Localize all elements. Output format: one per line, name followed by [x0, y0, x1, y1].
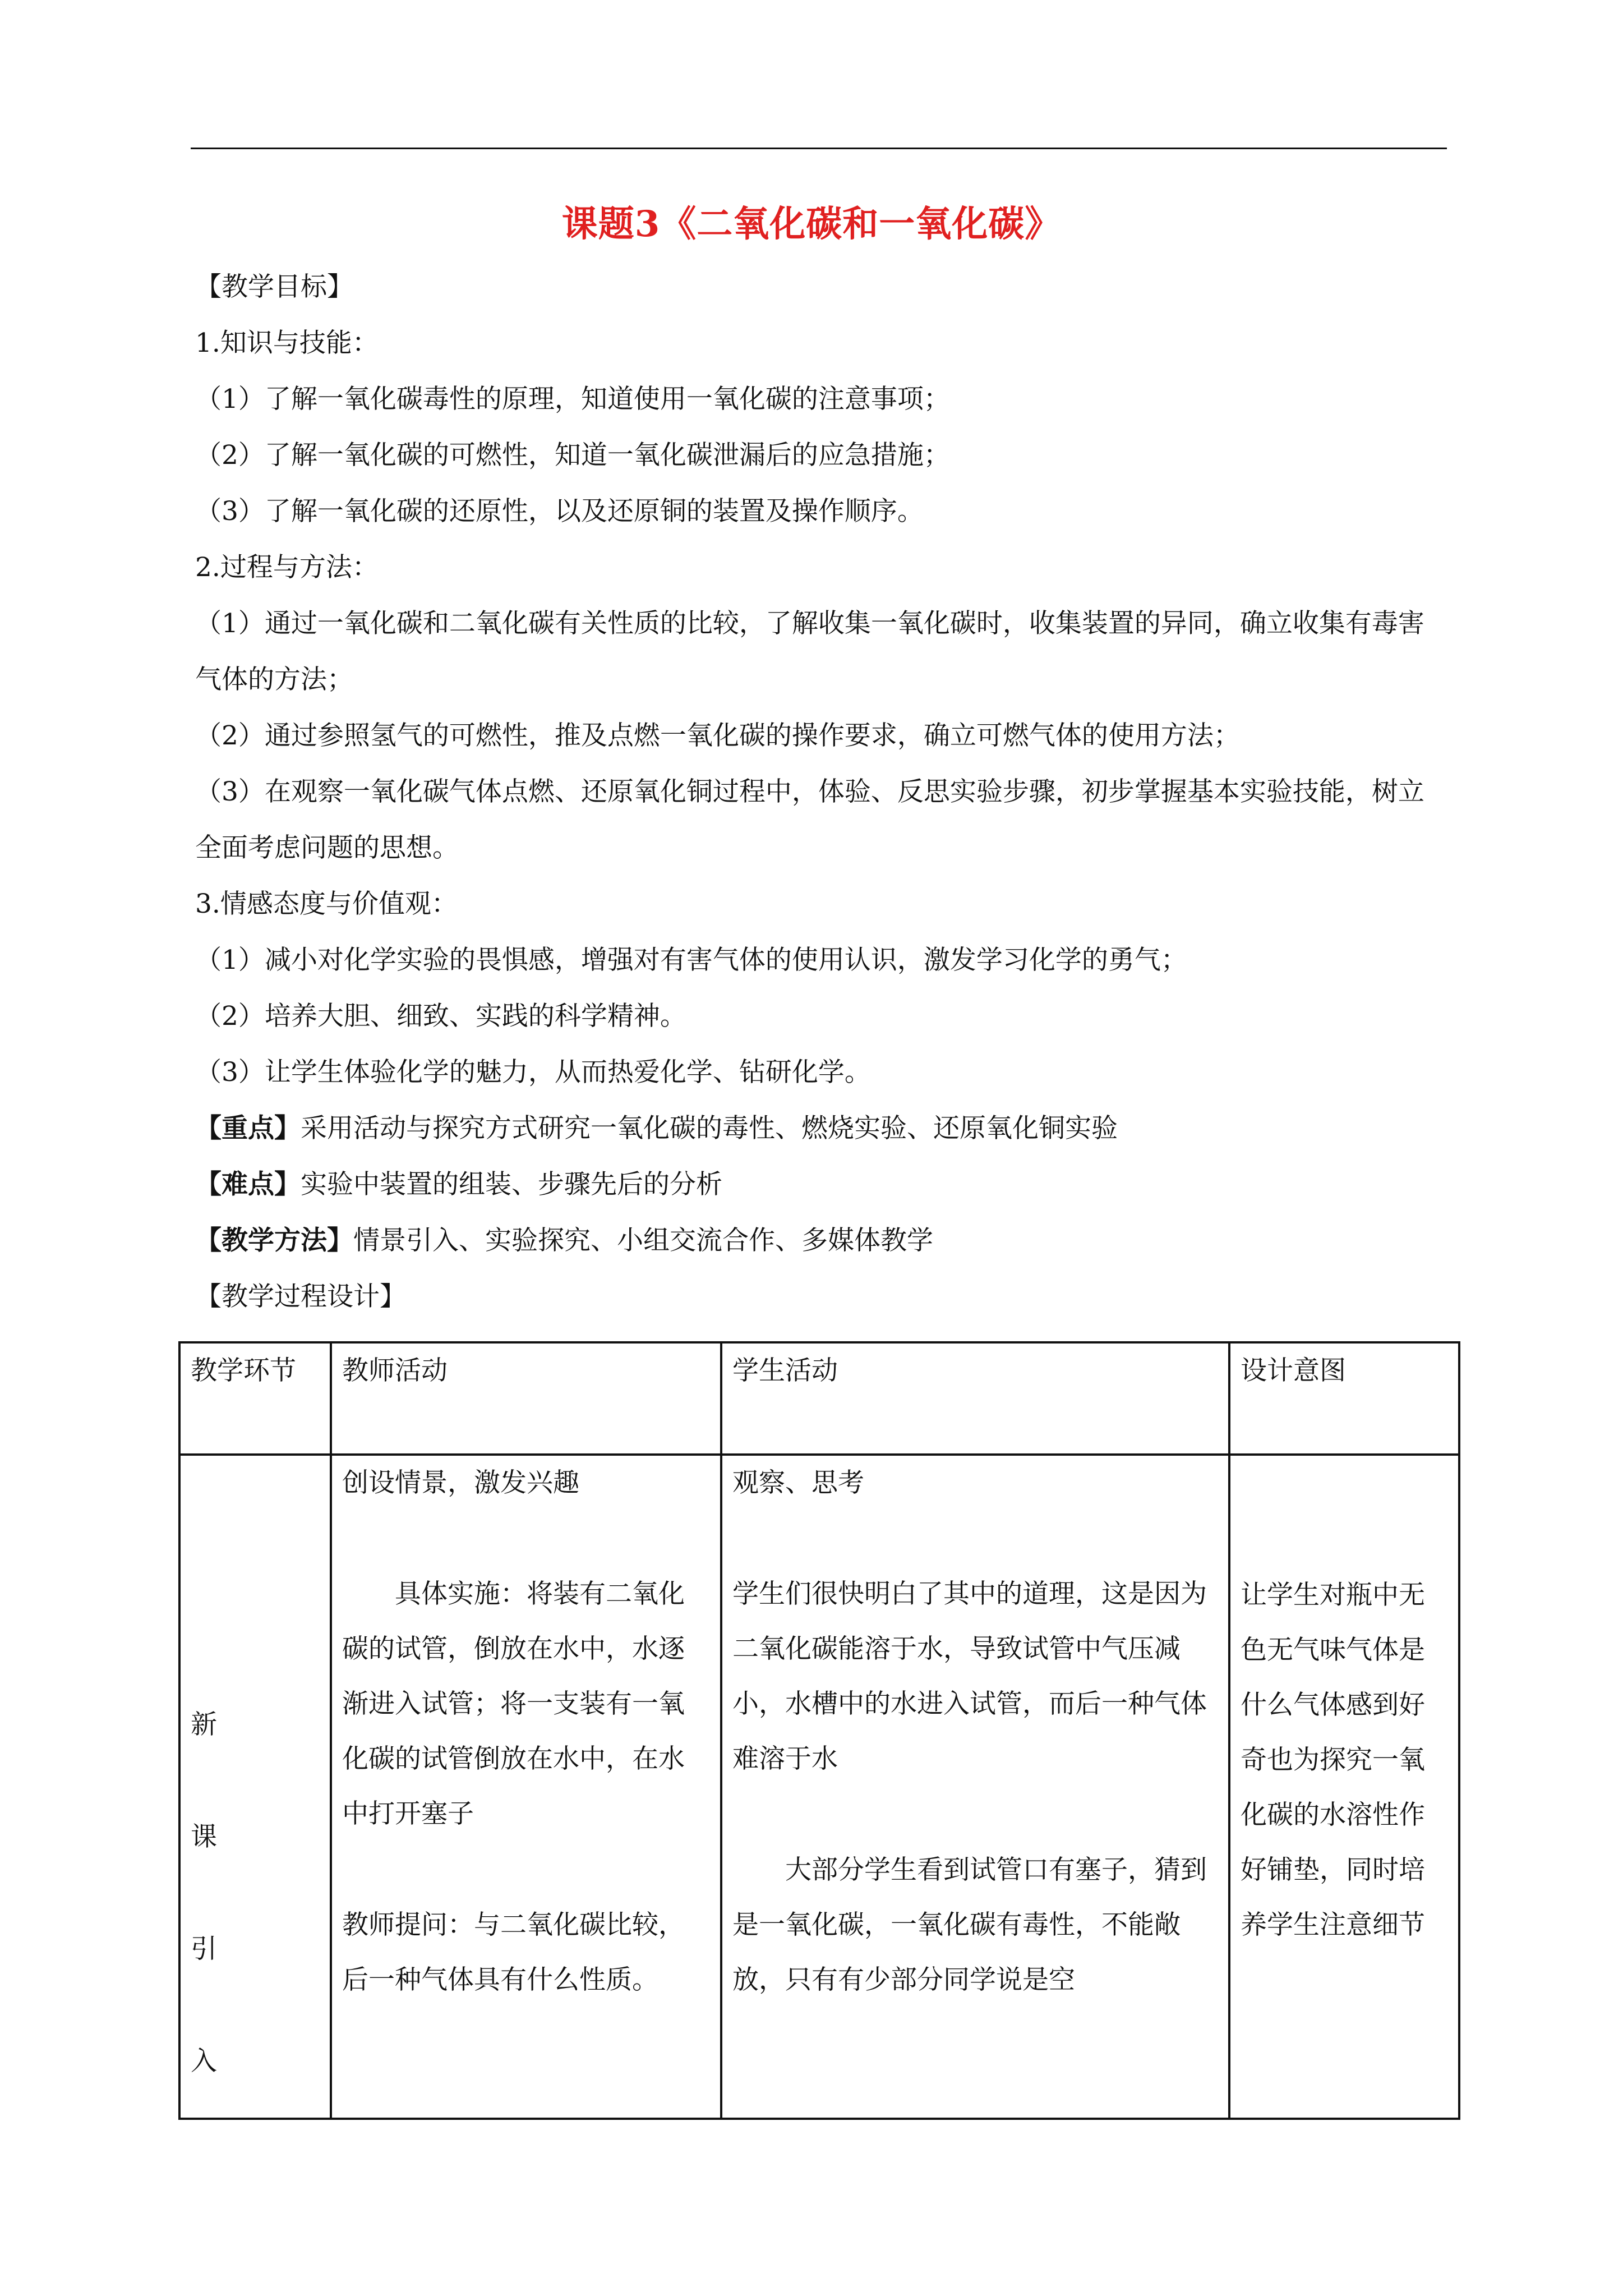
method-label: 【教学方法】 [195, 1225, 353, 1256]
stage-char: 入 [191, 2046, 217, 2077]
header-teacher: 教师活动 [331, 1342, 721, 1455]
key-point-text: 采用活动与探究方式研究一氧化碳的毒性、燃烧实验、还原氧化铜实验 [301, 1113, 1118, 1144]
student-text: 学生们很快明白了其中的道理，这是因为二氧化碳能溶于水，导致试管中气压减小，水槽中的水进入试管，而后一种气体难溶于水 [732, 1579, 1207, 1774]
stage-char: 新 [191, 1709, 217, 1740]
stage-char: 课 [191, 1821, 217, 1852]
section-heading: 3.情感态度与价值观： [195, 889, 458, 919]
table-row [179, 1455, 1459, 2119]
teacher-text: 具体实施：将装有二氧化碳的试管，倒放在水中，水逐渐进入试管；将一支装有一氧化碳的试管倒放在水中，在水中打开塞子 [342, 1579, 685, 1829]
key-point [195, 1112, 1118, 1145]
header-rule [191, 148, 1447, 149]
process-heading: 【教学过程设计】 [195, 1281, 406, 1312]
table-header-row [179, 1342, 1459, 1455]
stage-char: 引 [191, 1934, 217, 1964]
student-text: 观察、思考 [732, 1467, 864, 1498]
teacher-text: 教师提问：与二氧化碳比较，后一种气体具有什么性质。 [342, 1910, 685, 1995]
objective-item: （1）减小对化学实验的畏惧感，增强对有害气体的使用认识，激发学习化学的勇气； [195, 945, 1187, 976]
teaching-method [195, 1224, 933, 1258]
teacher-text: 创设情景，激发兴趣 [342, 1467, 579, 1498]
process-table [178, 1341, 1460, 2120]
student-cell [721, 1455, 1229, 2119]
student-text: 大部分学生看到试管口有塞子，猜到是一氧化碳，一氧化碳有毒性，不能敞放，只有有少部分同学说是空 [732, 1855, 1207, 1995]
page-title: 课题3《二氧化碳和一氧化碳》 [561, 203, 1062, 245]
difficulty [195, 1168, 722, 1202]
method-text: 情景引入、实验探究、小组交流合作、多媒体教学 [353, 1225, 933, 1256]
header-intent: 设计意图 [1229, 1342, 1459, 1455]
stage-cell [179, 1455, 331, 2119]
teacher-cell [331, 1455, 721, 2119]
objective-item: （3）在观察一氧化碳气体点燃、还原氧化铜过程中，体验、反思实验步骤，初步掌握基本实验技能，树立全面考虑问题的思想。 [195, 776, 1424, 863]
objective-item: （2）培养大胆、细致、实践的科学精神。 [195, 1001, 686, 1032]
section-heading: 2.过程与方法： [195, 552, 379, 583]
header-stage: 教学环节 [179, 1342, 331, 1455]
difficulty-text: 实验中装置的组装、步骤先后的分析 [301, 1169, 722, 1200]
objectives-heading: 【教学目标】 [195, 272, 353, 302]
objective-item: （2）通过参照氢气的可燃性，推及点燃一氧化碳的操作要求，确立可燃气体的使用方法； [195, 720, 1240, 751]
objective-item: （3）让学生体验化学的魅力，从而热爱化学、钻研化学。 [195, 1057, 871, 1088]
objective-item: （3）了解一氧化碳的还原性，以及还原铜的装置及操作顺序。 [195, 496, 924, 527]
objective-item: （1）了解一氧化碳毒性的原理，知道使用一氧化碳的注意事项； [195, 384, 950, 415]
intent-text: 让学生对瓶中无色无气味气体是什么气体感到好奇也为探究一氧化碳的水溶性作好铺垫，同时培养学生注意细节 [1241, 1580, 1425, 1940]
header-student: 学生活动 [721, 1342, 1229, 1455]
difficulty-label: 【难点】 [195, 1169, 301, 1200]
key-point-label: 【重点】 [195, 1113, 301, 1144]
intent-cell [1229, 1455, 1459, 2119]
objective-item: （1）通过一氧化碳和二氧化碳有关性质的比较，了解收集一氧化碳时，收集装置的异同，确立收集有毒害气体的方法； [195, 608, 1424, 695]
section-heading: 1.知识与技能： [195, 328, 379, 358]
objective-item: （2）了解一氧化碳的可燃性，知道一氧化碳泄漏后的应急措施； [195, 440, 950, 471]
